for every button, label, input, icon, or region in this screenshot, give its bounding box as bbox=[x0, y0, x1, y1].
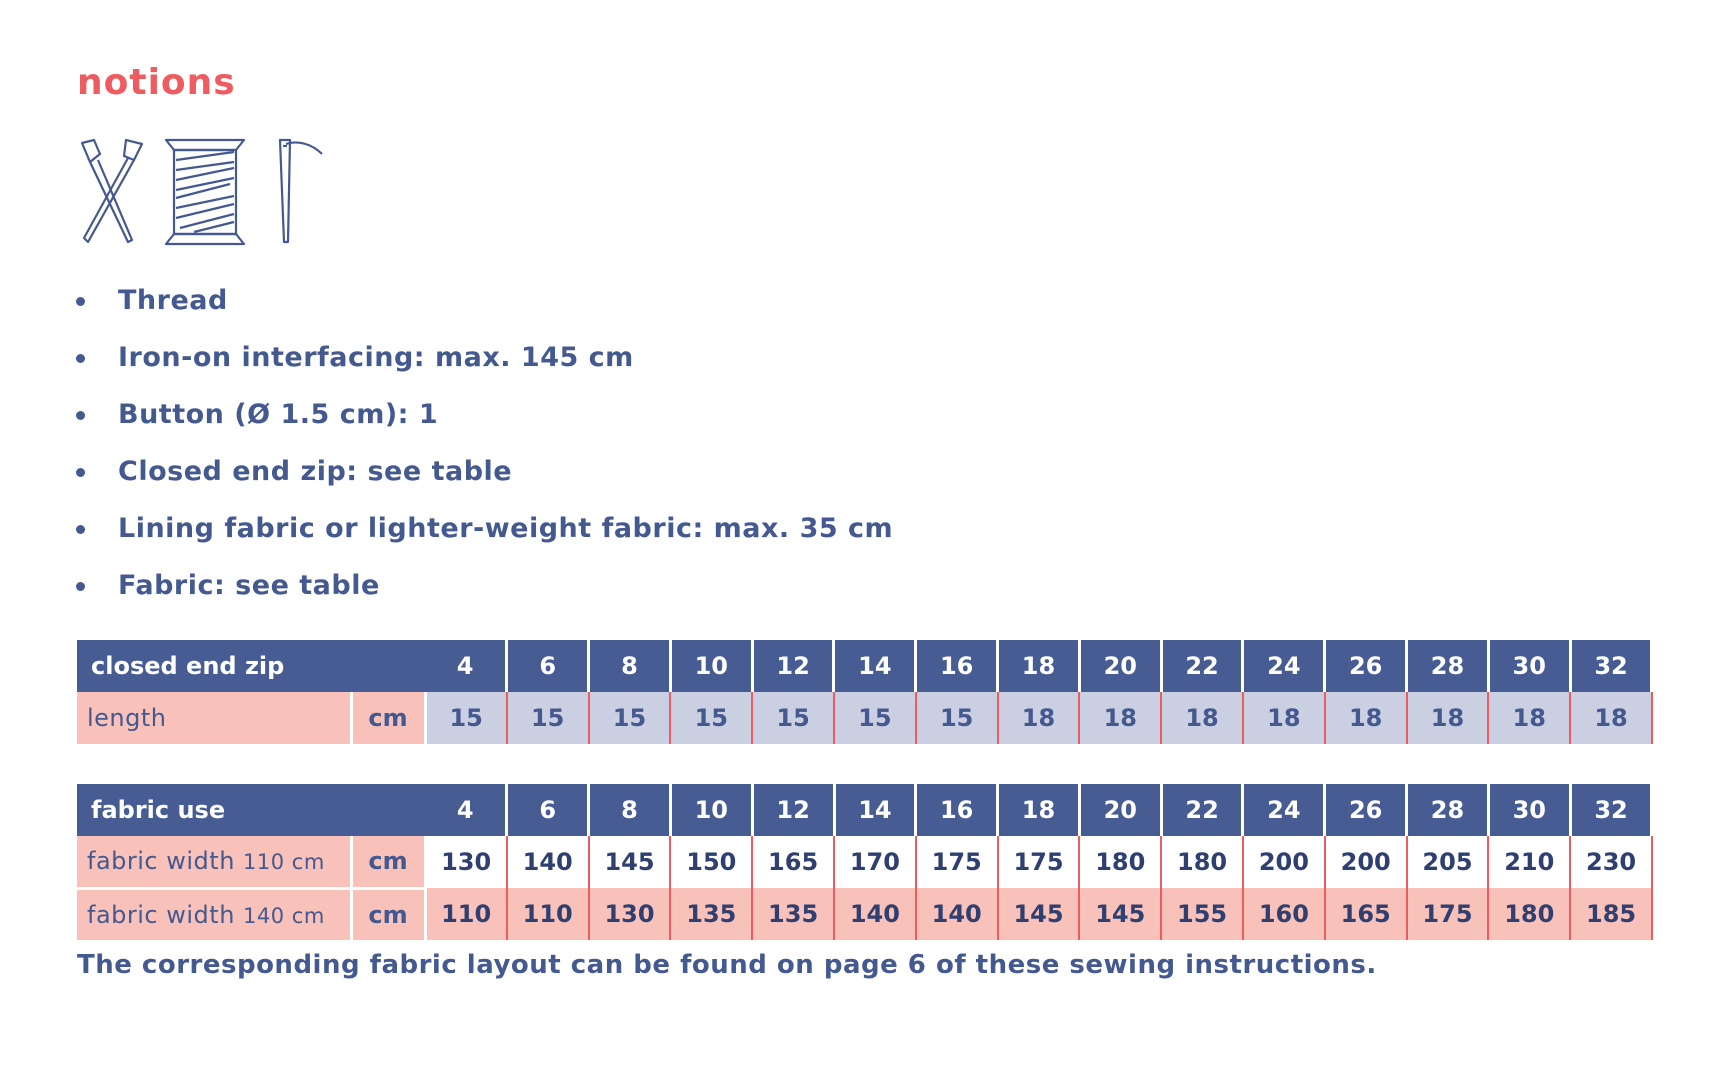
bullet bbox=[76, 354, 85, 363]
size-header-cell: 12 bbox=[752, 784, 834, 836]
size-header-cell: 24 bbox=[1243, 640, 1325, 692]
value-cell: 140 bbox=[834, 888, 916, 940]
value-cell: 18 bbox=[1570, 692, 1652, 744]
zip-table-header bbox=[77, 640, 1652, 692]
size-header-cell: 8 bbox=[589, 640, 671, 692]
value-cell: 130 bbox=[425, 836, 507, 888]
list-item: Button (Ø 1.5 cm): 1 bbox=[72, 391, 893, 448]
value-cell: 170 bbox=[834, 836, 916, 888]
value-cell: 18 bbox=[1325, 692, 1407, 744]
list-item: Thread bbox=[72, 277, 893, 334]
value-cell: 18 bbox=[1079, 692, 1161, 744]
zip-table-title: closed end zip bbox=[77, 640, 425, 692]
thread-spool-icon bbox=[164, 138, 246, 246]
size-header-cell: 12 bbox=[752, 640, 834, 692]
size-header-cell: 16 bbox=[916, 640, 998, 692]
size-header-cell: 10 bbox=[670, 640, 752, 692]
list-item: Fabric: see table bbox=[72, 562, 893, 619]
value-cell: 15 bbox=[425, 692, 507, 744]
value-cell: 140 bbox=[916, 888, 998, 940]
value-cell: 205 bbox=[1407, 836, 1489, 888]
value-cell: 130 bbox=[589, 888, 671, 940]
size-header-cell: 18 bbox=[998, 640, 1080, 692]
notions-list bbox=[72, 277, 893, 619]
value-cell: 160 bbox=[1243, 888, 1325, 940]
value-cell: 15 bbox=[916, 692, 998, 744]
value-cell: 200 bbox=[1243, 836, 1325, 888]
size-header-cell: 32 bbox=[1570, 784, 1652, 836]
value-cell: 18 bbox=[998, 692, 1080, 744]
footnote: The corresponding fabric layout can be found on page 6 of these sewing instructions. bbox=[77, 950, 1377, 980]
value-cell: 180 bbox=[1161, 836, 1243, 888]
size-header-cell: 32 bbox=[1570, 640, 1652, 692]
section-title: notions bbox=[77, 62, 236, 103]
value-cell: 145 bbox=[998, 888, 1080, 940]
size-header-cell: 28 bbox=[1407, 640, 1489, 692]
value-cell: 165 bbox=[1325, 888, 1407, 940]
table-row bbox=[77, 692, 1652, 744]
value-cell: 145 bbox=[1079, 888, 1161, 940]
size-header-cell: 30 bbox=[1488, 640, 1570, 692]
row-unit: cm bbox=[351, 836, 425, 888]
size-header-cell: 22 bbox=[1161, 640, 1243, 692]
value-cell: 200 bbox=[1325, 836, 1407, 888]
value-cell: 180 bbox=[1079, 836, 1161, 888]
size-header-cell: 26 bbox=[1325, 784, 1407, 836]
value-cell: 15 bbox=[670, 692, 752, 744]
value-cell: 150 bbox=[670, 836, 752, 888]
row-unit: cm bbox=[351, 888, 425, 940]
size-header-cell: 6 bbox=[507, 784, 589, 836]
size-header-cell: 20 bbox=[1079, 784, 1161, 836]
scissors-icon bbox=[76, 138, 146, 246]
size-header-cell: 28 bbox=[1407, 784, 1489, 836]
table-row bbox=[77, 888, 1652, 940]
size-header-cell: 20 bbox=[1079, 640, 1161, 692]
list-item: Lining fabric or lighter-weight fabric: max. 35 cm bbox=[72, 505, 893, 562]
value-cell: 18 bbox=[1407, 692, 1489, 744]
needle-icon bbox=[272, 138, 332, 246]
value-cell: 18 bbox=[1161, 692, 1243, 744]
size-header-cell: 16 bbox=[916, 784, 998, 836]
size-header-cell: 14 bbox=[834, 784, 916, 836]
list-item: Closed end zip: see table bbox=[72, 448, 893, 505]
value-cell: 110 bbox=[425, 888, 507, 940]
table-row bbox=[77, 836, 1652, 888]
size-header-cell: 10 bbox=[670, 784, 752, 836]
notions-icons bbox=[76, 138, 331, 248]
zip-table bbox=[77, 640, 1653, 744]
row-label: fabric width 110 cm bbox=[77, 836, 351, 888]
value-cell: 180 bbox=[1488, 888, 1570, 940]
bullet bbox=[76, 297, 85, 306]
value-cell: 140 bbox=[507, 836, 589, 888]
size-header-cell: 26 bbox=[1325, 640, 1407, 692]
bullet bbox=[76, 525, 85, 534]
size-header-cell: 6 bbox=[507, 640, 589, 692]
bullet bbox=[76, 411, 85, 420]
value-cell: 15 bbox=[834, 692, 916, 744]
row-label: fabric width 140 cm bbox=[77, 888, 351, 940]
size-header-cell: 24 bbox=[1243, 784, 1325, 836]
value-cell: 110 bbox=[507, 888, 589, 940]
row-label: length bbox=[77, 692, 351, 744]
fabric-table bbox=[77, 784, 1653, 940]
value-cell: 165 bbox=[752, 836, 834, 888]
value-cell: 145 bbox=[589, 836, 671, 888]
size-header-cell: 4 bbox=[425, 784, 507, 836]
value-cell: 135 bbox=[670, 888, 752, 940]
bullet bbox=[76, 582, 85, 591]
value-cell: 210 bbox=[1488, 836, 1570, 888]
value-cell: 175 bbox=[1407, 888, 1489, 940]
size-header-cell: 18 bbox=[998, 784, 1080, 836]
value-cell: 175 bbox=[916, 836, 998, 888]
value-cell: 185 bbox=[1570, 888, 1652, 940]
fabric-table-header bbox=[77, 784, 1652, 836]
size-header-cell: 8 bbox=[589, 784, 671, 836]
value-cell: 135 bbox=[752, 888, 834, 940]
fabric-table-title: fabric use bbox=[77, 784, 425, 836]
value-cell: 175 bbox=[998, 836, 1080, 888]
value-cell: 18 bbox=[1243, 692, 1325, 744]
value-cell: 15 bbox=[507, 692, 589, 744]
row-unit: cm bbox=[351, 692, 425, 744]
size-header-cell: 4 bbox=[425, 640, 507, 692]
size-header-cell: 14 bbox=[834, 640, 916, 692]
value-cell: 18 bbox=[1488, 692, 1570, 744]
value-cell: 15 bbox=[589, 692, 671, 744]
list-item: Iron-on interfacing: max. 145 cm bbox=[72, 334, 893, 391]
bullet bbox=[76, 468, 85, 477]
value-cell: 155 bbox=[1161, 888, 1243, 940]
value-cell: 15 bbox=[752, 692, 834, 744]
size-header-cell: 22 bbox=[1161, 784, 1243, 836]
size-header-cell: 30 bbox=[1488, 784, 1570, 836]
value-cell: 230 bbox=[1570, 836, 1652, 888]
